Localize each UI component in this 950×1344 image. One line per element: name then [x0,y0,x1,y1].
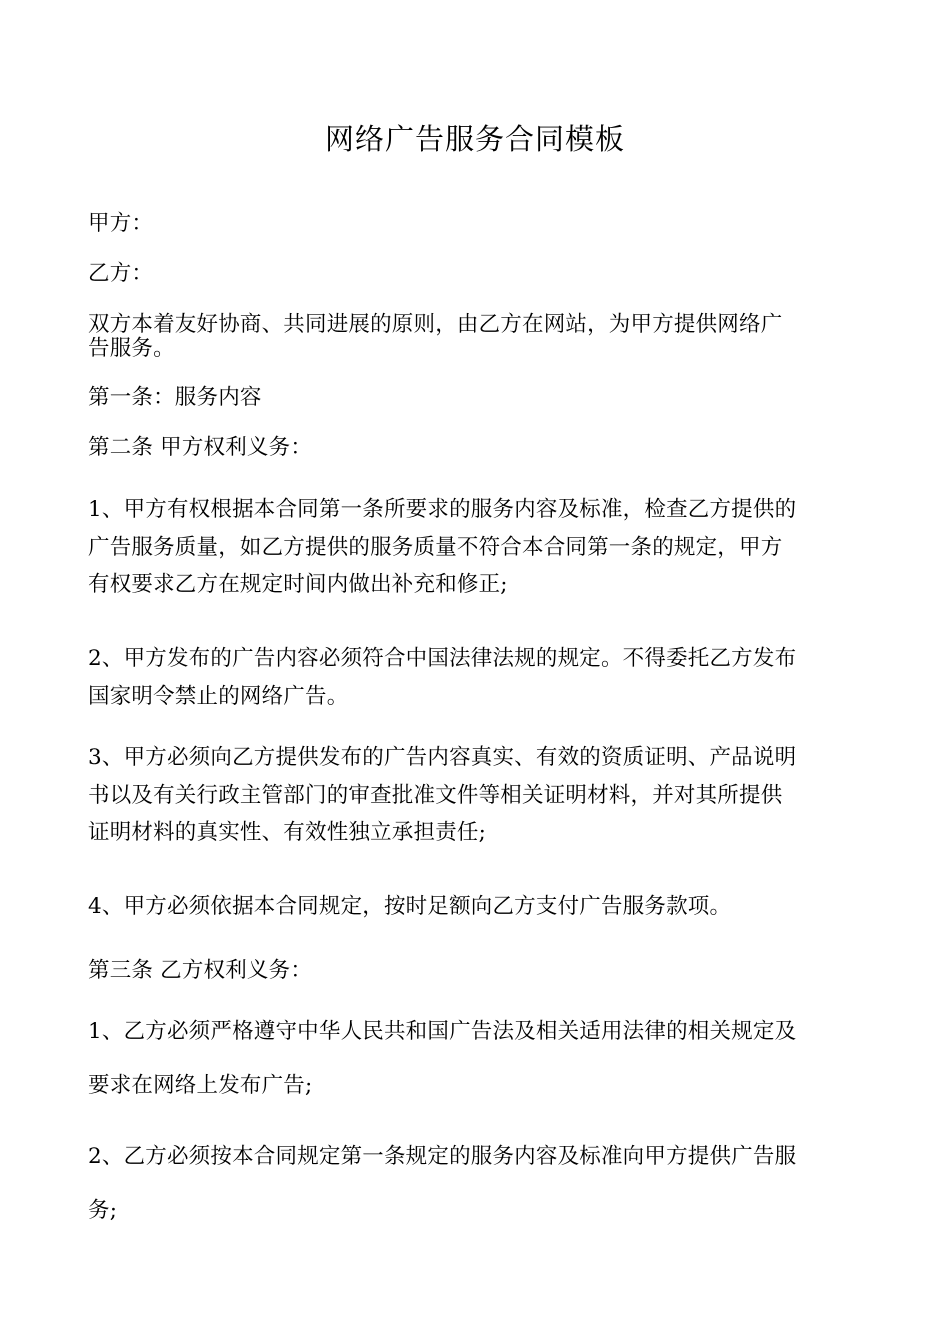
clause-line: 1、乙方必须严格遵守中华人民共和国广告法及相关适用法律的相关规定及 [88,1019,797,1044]
clause-line: 广告服务质量，如乙方提供的服务质量不符合本合同第一条的规定，甲方 [88,534,783,560]
clause-line: 2、甲方发布的广告内容必须符合中国法律法规的规定。不得委托乙方发布 [88,646,797,671]
article-2-heading: 第二条 甲方权利义务： [88,435,313,460]
intro-paragraph [88,313,878,361]
article-2-item-2 [88,640,878,715]
article-3-item-2 [88,1130,878,1238]
clause-line: 务; [88,1198,118,1223]
article-3-item-1 [88,1005,878,1113]
document-title: 网络广告服务合同模板 [324,122,625,156]
party-a-label: 甲方： [88,211,154,236]
article-2-item-3 [88,739,878,852]
clause-line: 书以及有关行政主管部门的审查批准文件等相关证明材料，并对其所提供 [88,782,783,808]
clause-line: 4、甲方必须依据本合同规定，按时足额向乙方支付广告服务款项。 [88,894,732,919]
clause-line: 证明材料的真实性、有效性独立承担责任; [88,820,487,845]
intro-line: 双方本着友好协商、共同进展的原则，由乙方在网站，为甲方提供网络广 [88,312,783,337]
clause-line: 要求在网络上发布广告; [88,1073,313,1098]
clause-line: 有权要求乙方在规定时间内做出补充和修正; [88,572,508,597]
article-2-item-4 [88,888,878,926]
article-2-item-1 [88,491,878,604]
clause-line: 2、乙方必须按本合同规定第一条规定的服务内容及标准向甲方提供广告服 [88,1144,797,1169]
article-1-heading: 第一条：服务内容 [88,385,262,410]
intro-line: 告服务。 [88,336,175,361]
article-3-heading: 第三条 乙方权利义务： [88,958,313,983]
party-b-label: 乙方： [88,261,154,286]
clause-line: 3、甲方必须向乙方提供发布的广告内容真实、有效的资质证明、产品说明 [88,745,797,770]
clause-line: 1、甲方有权根据本合同第一条所要求的服务内容及标准，检查乙方提供的 [88,497,797,522]
clause-line: 国家明令禁止的网络广告。 [88,683,349,709]
